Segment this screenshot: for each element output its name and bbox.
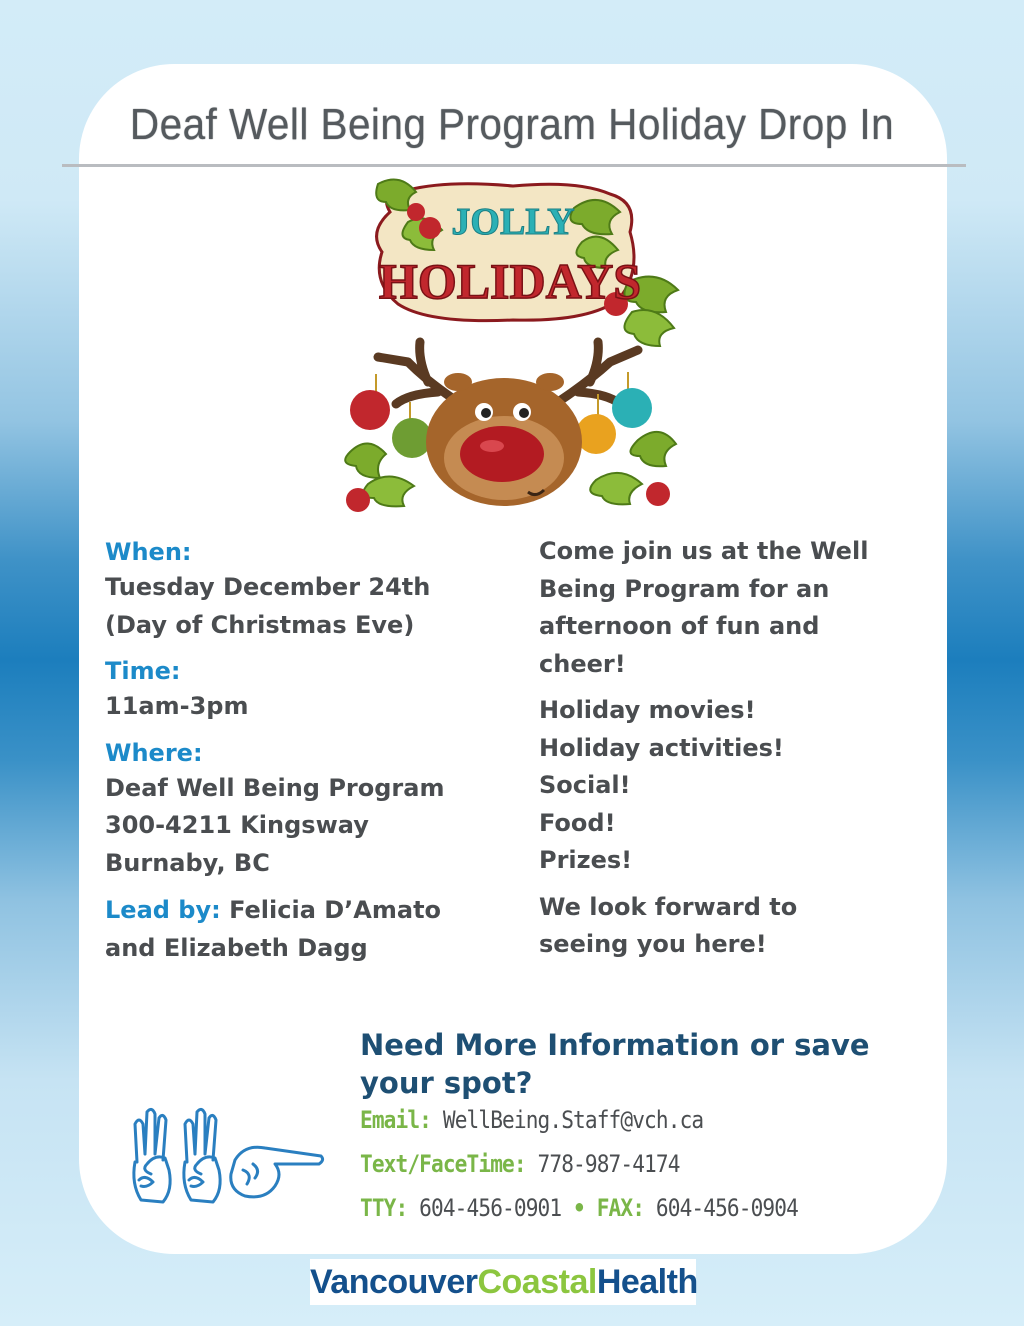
sign-language-hands-icon <box>125 1104 325 1212</box>
jolly-holidays-reindeer-icon <box>338 172 688 520</box>
time-value: 11am-3pm <box>105 692 249 720</box>
where-street: 300-4211 Kingsway <box>105 811 369 839</box>
vch-logo <box>310 1259 696 1305</box>
intro-line: Come join us at the Well <box>539 537 869 565</box>
fax-label: FAX: <box>596 1194 645 1222</box>
text-row <box>360 1150 853 1178</box>
title-divider <box>62 164 966 167</box>
lead-line <box>105 892 525 930</box>
jolly-text: JOLLY <box>451 201 575 243</box>
activity-item: Holiday movies! <box>539 696 756 724</box>
tty-value[interactable]: 604-456-0901 <box>419 1194 562 1222</box>
logo-vancouver: Vancouver <box>310 1263 478 1301</box>
intro-line: afternoon of fun and <box>539 612 820 640</box>
text-facetime-value[interactable]: 778-987-4174 <box>537 1150 680 1178</box>
contact-heading-line-1: Need More Information or save <box>360 1028 870 1062</box>
lead-name-2: and Elizabeth Dagg <box>105 933 368 962</box>
contact-heading <box>360 1026 960 1102</box>
intro-line: cheer! <box>539 649 626 678</box>
logo-coastal: Coastal <box>477 1263 597 1301</box>
time-label: Time: <box>105 657 181 685</box>
email-label: Email: <box>360 1106 432 1134</box>
where-city: Burnaby, BC <box>105 848 270 877</box>
email-row <box>360 1106 853 1134</box>
when-note: (Day of Christmas Eve) <box>105 610 415 639</box>
tty-fax-row <box>360 1194 853 1222</box>
intro-line: Being Program for an <box>539 574 830 603</box>
closing-line: seeing you here! <box>539 930 767 958</box>
separator-bullet: • <box>573 1194 585 1222</box>
when-label: When: <box>105 538 192 566</box>
activity-item: Food! <box>539 808 616 837</box>
contact-heading-line-2: your spot? <box>360 1066 533 1100</box>
page-title: Deaf Well Being Program Holiday Drop In <box>129 100 895 149</box>
logo-health: Health <box>596 1263 698 1301</box>
text-facetime-label: Text/FaceTime: <box>360 1150 526 1178</box>
when-date: Tuesday December 24th <box>105 573 431 601</box>
lead-label: Lead by: <box>105 896 221 924</box>
activity-item: Prizes! <box>539 846 633 874</box>
lead-name-1: Felicia D’Amato <box>220 896 442 924</box>
fax-value: 604-456-0904 <box>655 1194 798 1222</box>
event-description <box>539 533 939 964</box>
email-value[interactable]: WellBeing.Staff@vch.ca <box>442 1106 704 1134</box>
tty-label: TTY: <box>360 1194 408 1222</box>
activity-item: Holiday activities! <box>539 733 784 762</box>
where-label: Where: <box>105 738 203 767</box>
holidays-text: HOLIDAYS <box>378 253 642 309</box>
where-name: Deaf Well Being Program <box>105 773 445 802</box>
event-details <box>105 535 525 967</box>
closing-line: We look forward to <box>539 892 798 921</box>
activity-item: Social! <box>539 771 631 799</box>
